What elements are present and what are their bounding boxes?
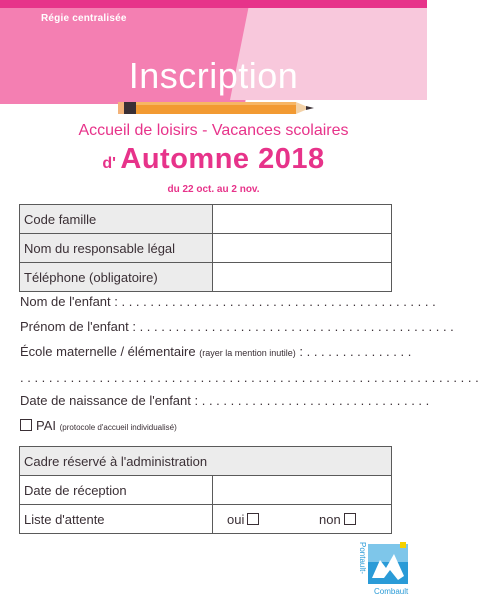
table-row [20,263,392,292]
dotted-line: . . . . . . . . . . . . . . . . . . . . . . . . . . . . . . . . . . . . . . . . . . . . . . . . . . . . . . . . . . . . . . . . [20,370,479,385]
school-line[interactable] [20,344,412,359]
yes-checkbox[interactable] [247,513,259,525]
dotted-line: . . . . . . . . . . . . . . . . . . . . . . . . . . . . . . . . . . . . . . . . . . . . [135,319,454,334]
table-row [20,205,392,234]
family-info-table [19,204,392,292]
yes-label: oui [227,511,245,527]
dotted-line: . . . . . . . . . . . . . . . . . . . . . . . . . . . . . . . . [198,393,430,408]
child-firstname-label: Prénom de l'enfant : [20,319,136,334]
pai-checkbox[interactable] [20,419,32,431]
pencil-icon [118,100,314,116]
title-season: Automne 2018 [120,143,325,175]
admin-header: Cadre réservé à l'administration [20,447,392,476]
admin-table [19,446,392,534]
school-line-2[interactable] [20,370,479,385]
telephone-label: Téléphone (obligatoire) [20,263,213,292]
table-row [20,447,392,476]
table-row [20,234,392,263]
logo-text-bottom: Combault [374,587,409,596]
tagline: Régie centralisée [41,13,127,24]
pai-note: (protocole d'accueil individualisé) [59,423,177,432]
no-checkbox[interactable] [344,513,356,525]
subtitle: Accueil de loisirs - Vacances scolaires [78,122,349,139]
responsable-field[interactable] [213,234,392,263]
pai-label: PAI [36,418,56,433]
child-name-line[interactable] [20,294,436,309]
waitlist-options [213,505,392,534]
child-name-label: Nom de l'enfant : [20,294,118,309]
code-famille-label: Code famille [20,205,213,234]
logo-text-vertical: Pontault- [358,542,367,575]
date-range: du 22 oct. au 2 nov. [167,184,260,195]
reception-field[interactable] [213,476,392,505]
dotted-line: . . . . . . . . . . . . . . . . . . . . . . . . . . . . . . . . . . . . . . . . . . . . [117,294,436,309]
telephone-field[interactable] [213,263,392,292]
page-title: Inscription [128,55,299,96]
birthdate-line[interactable] [20,393,430,408]
table-row [20,476,392,505]
waitlist-label: Liste d'attente [20,505,213,534]
code-famille-field[interactable] [213,205,392,234]
birthdate-label: Date de naissance de l'enfant : [20,393,199,408]
child-firstname-line[interactable] [20,319,454,334]
pai-option [20,418,177,433]
table-row [20,505,392,534]
no-label: non [318,511,341,527]
school-label: École maternelle / élémentaire [20,344,196,359]
main-title [0,143,427,176]
dotted-line: : . . . . . . . . . . . . . . . [295,344,412,359]
responsable-label: Nom du responsable légal [20,234,213,263]
reception-label: Date de réception [20,476,213,505]
pontault-combault-logo-icon [354,538,416,600]
school-note: (rayer la mention inutile) [199,348,296,358]
title-prefix: d' [102,155,116,172]
